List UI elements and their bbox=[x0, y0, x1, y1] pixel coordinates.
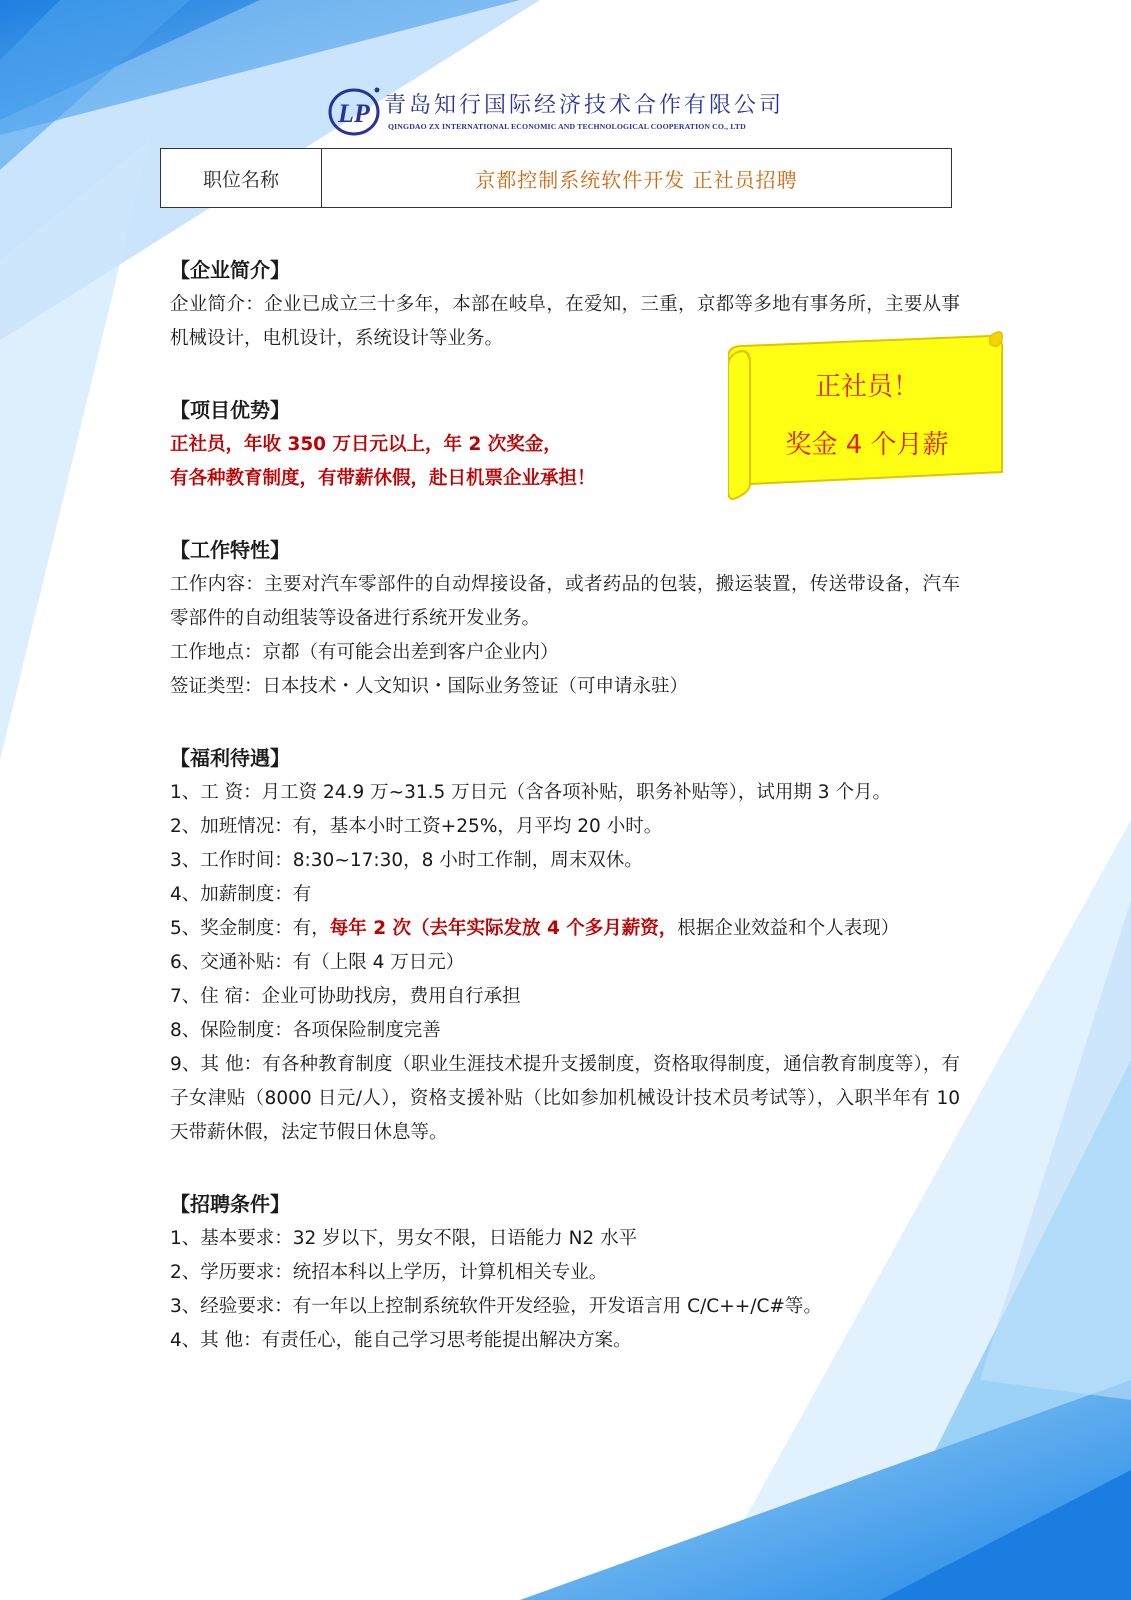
company-name-cn: 青岛知行国际经济技术合作有限公司 bbox=[384, 93, 785, 118]
welfare-item-5-highlight: 每年 2 次（去年实际发放 4 个多月薪资， bbox=[329, 918, 678, 939]
lp-logo-icon bbox=[328, 84, 384, 140]
section-title-requirements: 【招聘条件】 bbox=[170, 1192, 290, 1216]
company-name-en: QINGDAO ZX INTERNATIONAL ECONOMIC AND TECHNOLOGICAL COOPERATION CO., LTD bbox=[388, 122, 746, 131]
position-label: 职位名称 bbox=[161, 149, 322, 207]
requirement-item-2: 2、学历要求：统招本科以上学历，计算机相关专业。 bbox=[170, 1262, 608, 1283]
document-body bbox=[170, 252, 960, 1358]
section-title-welfare: 【福利待遇】 bbox=[170, 746, 290, 770]
welfare-item-6: 6、交通补贴：有（上限 4 万日元） bbox=[170, 952, 465, 973]
welfare-item-5-suffix: 根据企业效益和个人表现） bbox=[677, 918, 900, 939]
svg-text:LP: LP bbox=[338, 99, 370, 128]
welfare-item-8: 8、保险制度：各项保险制度完善 bbox=[170, 1020, 441, 1041]
welfare-item-3: 3、工作时间：8:30~17:30，8 小时工作制，周末双休。 bbox=[170, 850, 643, 871]
welfare-item-9: 9、其 他：有各种教育制度（职业生涯技术提升支援制度，资格取得制度，通信教育制度等），有子女津贴（8000 日元/人），资格支援补贴（比如参加机械设计技术员考试等），入职半年有 10 天带薪休假，法定节假日休息等。 bbox=[170, 1054, 960, 1143]
welfare-item-5-prefix: 5、奖金制度：有， bbox=[170, 918, 330, 939]
welfare-item-1: 1、工 资：月工资 24.9 万~31.5 万日元（含各项补贴，职务补贴等），试用期 3 个月。 bbox=[170, 782, 891, 803]
work-content: 工作内容：主要对汽车零部件的自动焊接设备，或者药品的包装，搬运装置，传送带设备，汽车零部件的自动组装等设备进行系统开发业务。 bbox=[170, 574, 960, 629]
advantage-line-2: 有各种教育制度，有带薪休假，赴日机票企业承担！ bbox=[170, 468, 596, 489]
section-title-advantage: 【项目优势】 bbox=[170, 398, 290, 422]
requirement-item-1: 1、基本要求：32 岁以下，男女不限，日语能力 N2 水平 bbox=[170, 1228, 638, 1249]
work-location: 工作地点：京都（有可能会出差到客户企业内） bbox=[170, 642, 559, 663]
section-title-work: 【工作特性】 bbox=[170, 538, 290, 562]
welfare-item-5 bbox=[170, 912, 960, 946]
banner-line-1: 正社员！ bbox=[814, 372, 919, 402]
advantage-line-1: 正社员，年收 350 万日元以上，年 2 次奖金， bbox=[170, 434, 562, 455]
position-title: 京都控制系统软件开发 正社员招聘 bbox=[475, 167, 798, 192]
position-table bbox=[160, 148, 952, 208]
intro-text: 企业简介：企业已成立三十多年，本部在岐阜，在爱知，三重，京都等多地有事务所，主要从事机械设计，电机设计，系统设计等业务。 bbox=[170, 294, 960, 349]
section-title-intro: 【企业简介】 bbox=[170, 258, 290, 282]
banner-line-2: 奖金 4 个月薪 bbox=[785, 430, 949, 460]
welfare-item-2: 2、加班情况：有，基本小时工资+25%，月平均 20 小时。 bbox=[170, 816, 663, 837]
work-visa: 签证类型：日本技术・人文知识・国际业务签证（可申请永驻） bbox=[170, 676, 689, 697]
welfare-item-4: 4、加薪制度：有 bbox=[170, 884, 312, 905]
welfare-item-7: 7、住 宿：企业可协助找房，费用自行承担 bbox=[170, 986, 521, 1007]
requirement-item-4: 4、其 他：有责任心，能自己学习思考能提出解决方案。 bbox=[170, 1330, 632, 1351]
company-logo bbox=[328, 84, 798, 140]
requirement-item-3: 3、经验要求：有一年以上控制系统软件开发经验，开发语言用 C/C++/C#等。 bbox=[170, 1296, 822, 1317]
